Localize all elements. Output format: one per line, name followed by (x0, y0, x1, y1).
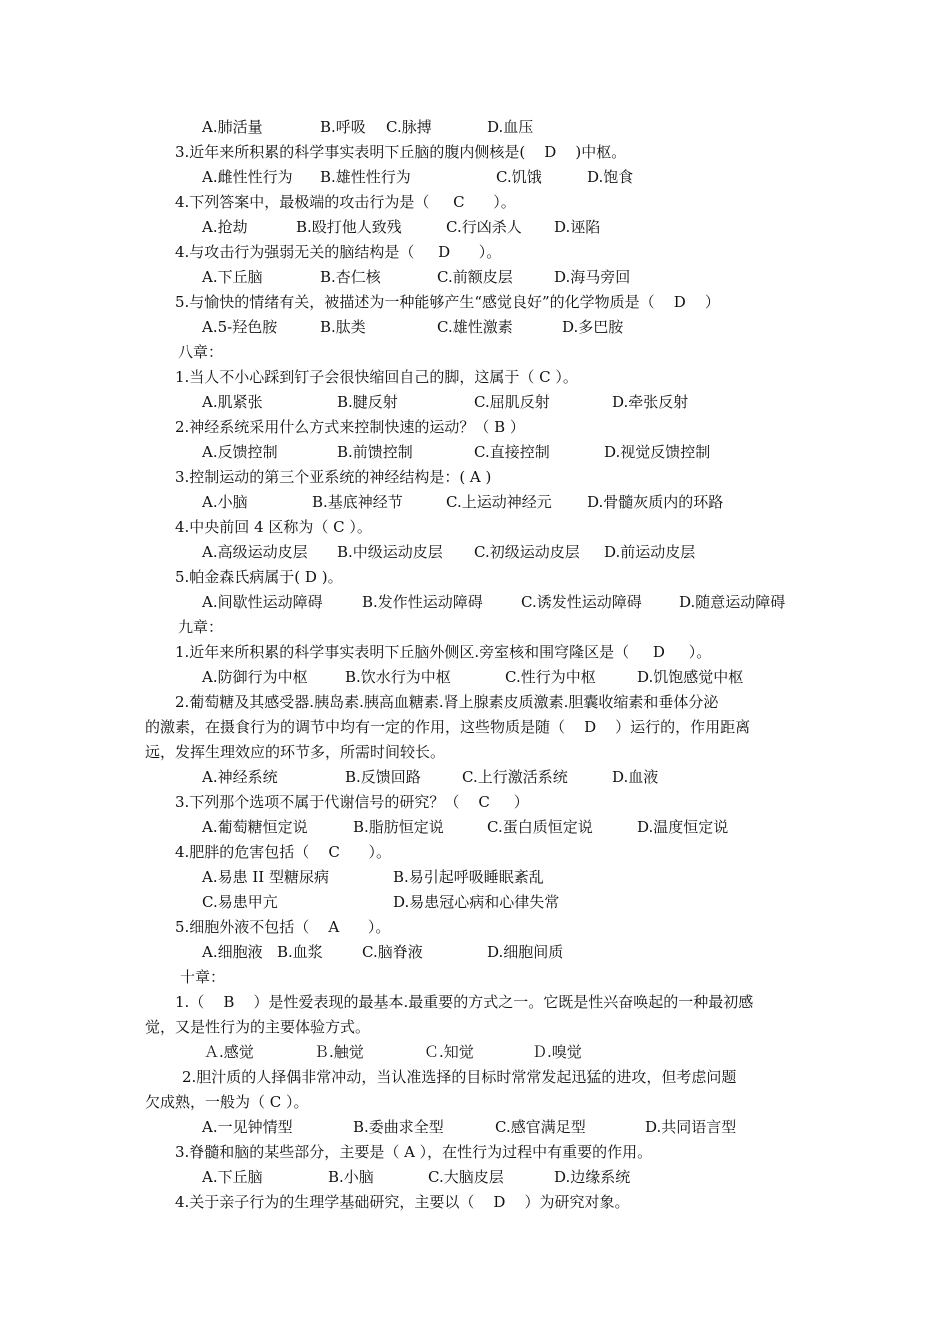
answer-option: B.殴打他人致残 (296, 218, 402, 236)
answer-option: A.雌性性行为 (202, 168, 293, 186)
answer-option: B.饮水行为中枢 (345, 668, 451, 686)
answer-option: C.直接控制 (474, 443, 550, 461)
chapter-heading: 九章： (178, 618, 224, 636)
answer-option: B.反馈回路 (345, 768, 421, 786)
answer-option: A.抢劫 (202, 218, 248, 236)
answer-option: D.共同语言型 (645, 1118, 737, 1136)
answer-option: Ｃ.知觉 (424, 1043, 474, 1061)
answer-option: C.蛋白质恒定说 (487, 818, 593, 836)
chapter-heading: 十章： (180, 968, 226, 986)
answer-option: A.高级运动皮层 (202, 543, 308, 561)
answer-option: B.血浆 (277, 943, 323, 961)
question-text: 欠成熟，一般为（ C ）。 (145, 1093, 309, 1111)
question-text: 1.近年来所积累的科学事实表明下丘脑外侧区.旁室核和围穹隆区是（ D ）。 (175, 643, 712, 661)
answer-option: B.中级运动皮层 (337, 543, 443, 561)
answer-option: C.性行为中枢 (505, 668, 596, 686)
question-text: 远，发挥生理效应的环节多，所需时间较长。 (145, 743, 446, 761)
answer-option: Ｂ.触觉 (314, 1043, 364, 1061)
question-text: 4.下列答案中，最极端的攻击行为是（ C ）。 (175, 193, 516, 211)
question-text: 5.帕金森氏病属于( D )。 (175, 568, 343, 586)
answer-option: B.雄性性行为 (320, 168, 411, 186)
answer-option: B.呼吸 (320, 118, 366, 136)
answer-option: B.易引起呼吸睡眠紊乱 (393, 868, 544, 886)
answer-option: A.细胞液 (202, 943, 263, 961)
answer-option: B.前馈控制 (337, 443, 413, 461)
answer-option: B.脂肪恒定说 (353, 818, 444, 836)
answer-option: B.基底神经节 (312, 493, 403, 511)
question-text: 3.下列那个选项不属于代谢信号的研究？（ C ） (175, 793, 529, 811)
answer-option: B.委曲求全型 (353, 1118, 444, 1136)
answer-option: A.一见钟情型 (202, 1118, 293, 1136)
answer-option: A.葡萄糖恒定说 (202, 818, 308, 836)
answer-option: C.脉搏 (386, 118, 432, 136)
answer-option: B.杏仁核 (320, 268, 381, 286)
answer-option: C.屈肌反射 (474, 393, 550, 411)
answer-option: A.间歇性运动障碍 (202, 593, 323, 611)
answer-option: C.行凶杀人 (446, 218, 522, 236)
answer-option: C.雄性激素 (437, 318, 513, 336)
question-text: 3.控制运动的第三个亚系统的神经结构是：( A ) (175, 468, 492, 486)
answer-option: A.反馈控制 (202, 443, 278, 461)
answer-option: D.饱食 (587, 168, 634, 186)
question-text: 2.神经系统采用什么方式来控制快速的运动？（ B ） (175, 418, 525, 436)
answer-option: C.初级运动皮层 (474, 543, 580, 561)
answer-option: A.小脑 (202, 493, 248, 511)
answer-option: A.肌紧张 (202, 393, 263, 411)
answer-option: B.肽类 (320, 318, 366, 336)
chapter-heading: 八章： (178, 343, 224, 361)
answer-option: D.温度恒定说 (637, 818, 729, 836)
answer-option: A.防御行为中枢 (202, 668, 308, 686)
answer-option: D.细胞间质 (487, 943, 564, 961)
question-text: 4.肥胖的危害包括（ C ）。 (175, 843, 391, 861)
question-text: 4.与攻击行为强弱无关的脑结构是（ D ）。 (175, 243, 502, 261)
question-text: 2.葡萄糖及其感受器.胰岛素.胰高血糖素.肾上腺素皮质激素.胆囊收缩素和垂体分泌 (175, 693, 719, 711)
question-text: 5.细胞外液不包括（ A ）。 (175, 918, 391, 936)
answer-option: B.发作性运动障碍 (362, 593, 483, 611)
answer-option: D.边缘系统 (554, 1168, 631, 1186)
question-text: 5.与愉快的情绪有关，被描述为一种能够产生“感觉良好”的化学物质是（ D ） (175, 293, 720, 311)
question-text: 觉，又是性行为的主要体验方式。 (145, 1018, 371, 1036)
question-text: 1.（ B ）是性爱表现的最基本.最重要的方式之一。它既是性兴奋唤起的一种最初感 (175, 993, 754, 1011)
answer-option: D.骨髓灰质内的环路 (587, 493, 724, 511)
question-text: 3.近年来所积累的科学事实表明下丘脑的腹内侧核是( D )中枢。 (175, 143, 627, 161)
answer-option: D.血液 (612, 768, 659, 786)
answer-option: A.易患 II 型糖尿病 (202, 868, 329, 886)
answer-option: A.下丘脑 (202, 1168, 263, 1186)
answer-option: D.多巴胺 (562, 318, 624, 336)
answer-option: D.血压 (487, 118, 534, 136)
answer-option: C.易患甲亢 (202, 893, 278, 911)
answer-option: C.前额皮层 (437, 268, 513, 286)
answer-option: A.下丘脑 (202, 268, 263, 286)
answer-option: D.饥饱感觉中枢 (637, 668, 744, 686)
answer-option: A.肺活量 (202, 118, 263, 136)
question-text: 1.当人不小心踩到钉子会很快缩回自己的脚，这属于（ C ）。 (175, 368, 578, 386)
answer-option: B.腱反射 (337, 393, 398, 411)
question-text: 4.关于亲子行为的生理学基础研究，主要以（ D ）为研究对象。 (175, 1193, 630, 1211)
answer-option: C.感官满足型 (495, 1118, 586, 1136)
answer-option: D.随意运动障碍 (679, 593, 786, 611)
question-text: 2.胆汁质的人择偶非常冲动，当认准选择的目标时常常发起迅猛的进攻，但考虑问题 (182, 1068, 737, 1086)
answer-option: C.饥饿 (496, 168, 542, 186)
answer-option: Ｄ.嗅觉 (532, 1043, 582, 1061)
answer-option: Ａ.感觉 (204, 1043, 254, 1061)
answer-option: D.易患冠心病和心律失常 (393, 893, 560, 911)
answer-option: C.诱发性运动障碍 (521, 593, 642, 611)
question-text: 3.脊髓和脑的某些部分，主要是（ A ），在性行为过程中有重要的作用。 (175, 1143, 653, 1161)
answer-option: D.牵张反射 (612, 393, 689, 411)
answer-option: D.前运动皮层 (604, 543, 696, 561)
question-text: 的激素，在摄食行为的调节中均有一定的作用，这些物质是随（ D ）运行的，作用距离 (145, 718, 751, 736)
answer-option: B.小脑 (328, 1168, 374, 1186)
answer-option: A.5-羟色胺 (202, 318, 278, 336)
answer-option: D.视觉反馈控制 (604, 443, 711, 461)
answer-option: C.上行激活系统 (462, 768, 568, 786)
answer-option: C.大脑皮层 (428, 1168, 504, 1186)
answer-option: D.海马旁回 (554, 268, 631, 286)
answer-option: C.上运动神经元 (446, 493, 552, 511)
answer-option: A.神经系统 (202, 768, 278, 786)
question-text: 4.中央前回 4 区称为（ C ）。 (175, 518, 372, 536)
answer-option: D.诬陷 (554, 218, 601, 236)
answer-option: C.脑脊液 (362, 943, 423, 961)
